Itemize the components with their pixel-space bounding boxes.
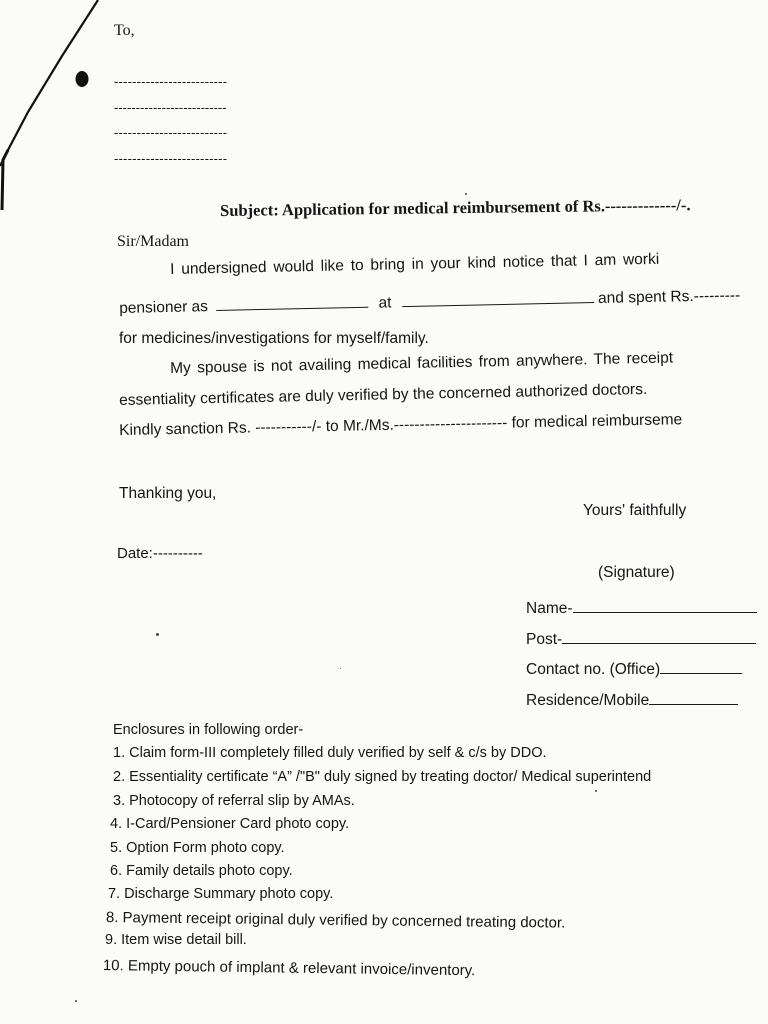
enclosures-heading: Enclosures in following order- [113,722,304,738]
at-blank [402,288,594,307]
enclosure-item: 8. Payment receipt original duly verified by concerned treating doctor. [105,909,566,932]
to-label: To, [114,22,135,39]
contact-blank [660,659,742,674]
enclosure-item: 1. Claim form-III completely filled duly verified by self & c/s by DDO. [113,745,547,761]
para2-line1: My spouse is not availing medical facilities from anywhere. The receipt [169,349,674,377]
name-label: Name- [526,600,573,617]
enclosure-item: 3. Photocopy of referral slip by AMAs. [113,793,355,809]
name-blank [573,598,757,613]
enclosure-item: 2. Essentiality certificate “A” /"B" duly signed by treating doctor/ Medical superintend [113,769,652,785]
enclosure-item: 7. Discharge Summary photo copy. [108,886,334,902]
residence-field [526,690,738,709]
para1-line1: I undersigned would like to bring in your kind notice that I am worki [169,250,660,278]
contact-field [526,659,742,678]
scan-speck [75,1000,77,1002]
residence-label: Residence/Mobile [526,692,650,709]
enclosure-item: 10. Empty pouch of implant & relevant invoice/inventory. [102,957,476,980]
para2-line2: essentiality certificates are duly verified by the concerned authorized doctors. [118,380,648,409]
contact-label: Contact no. (Office) [526,661,661,678]
enclosure-item: 6. Family details photo copy. [110,863,293,879]
date-label: Date:---------- [117,545,203,562]
scan-speck [340,668,341,669]
address-line-2: -------------------------- [114,100,227,115]
subject-line: Subject: Application for medical reimbursement of Rs.-------------/-. [219,195,691,220]
name-field [526,598,757,617]
enclosure-item: 5. Option Form photo copy. [110,840,285,856]
post-blank [562,629,756,644]
para1-line2 [119,285,740,317]
pensioner-as-blank [216,293,368,311]
post-field [526,629,756,648]
scan-speck [465,193,467,195]
enclosure-item: 4. I-Card/Pensioner Card photo copy. [110,816,350,832]
signature-label: (Signature) [598,564,675,581]
scan-speck [595,790,597,792]
enclosure-item: 9. Item wise detail bill. [105,932,247,948]
pensioner-as-label: pensioner as [119,298,209,317]
address-line-1: ------------------------- [114,74,228,89]
para1-line3: for medicines/investigations for myself/family. [119,330,429,347]
para3: Kindly sanction Rs. -----------/- to Mr./Ms.---------------------- for medical reimburseme [118,411,683,439]
scan-speck [156,633,159,636]
residence-blank [649,690,738,705]
at-label: at [378,294,392,312]
yours-faithfully: Yours' faithfully [583,502,687,519]
address-line-4: ------------------------- [114,151,228,166]
post-label: Post- [526,631,563,648]
thanking-you: Thanking you, [119,485,217,502]
address-line-3: ------------------------- [114,125,228,140]
salutation: Sir/Madam [117,233,189,250]
spent-label: and spent Rs.--------- [597,286,741,307]
scan-edge-mark [0,0,120,210]
